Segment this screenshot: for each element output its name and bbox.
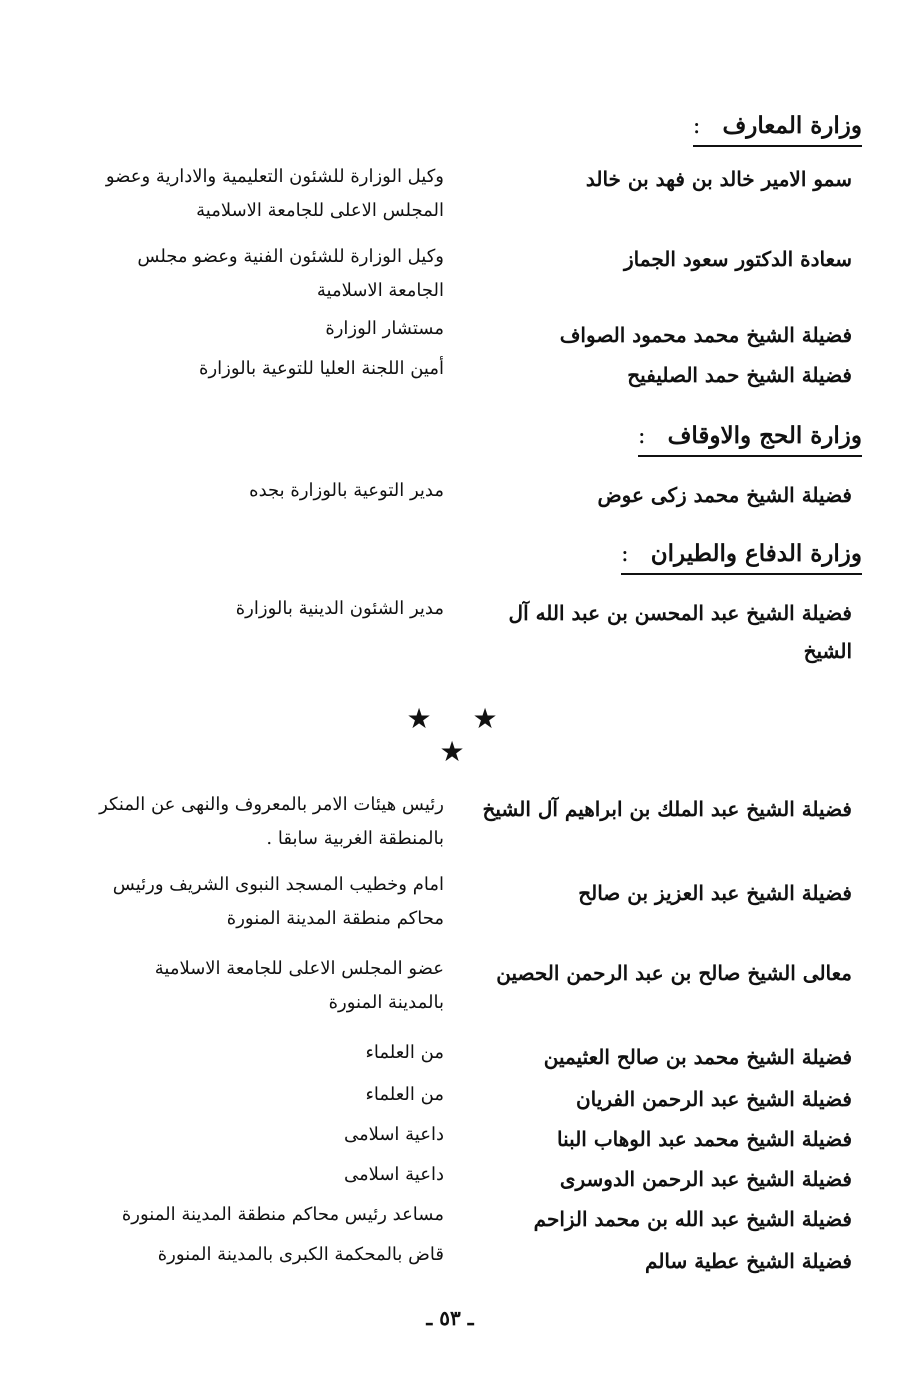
entry-name: فضيلة الشيخ محمد عبد الوهاب البنا bbox=[557, 1127, 852, 1151]
entry-role: من العلماء bbox=[365, 1042, 444, 1063]
entry-name: فضيلة الشيخ محمد زكى عوض bbox=[597, 483, 852, 507]
entry-role: قاض بالمحكمة الكبرى بالمدينة المنورة bbox=[157, 1244, 444, 1265]
entry-name: فضيلة الشيخ عبد الرحمن الفريان bbox=[575, 1087, 852, 1111]
section-heading-hajj bbox=[638, 422, 862, 457]
entry-role: مدير الشئون الدينية بالوزارة bbox=[235, 598, 444, 619]
entry-role: داعية اسلامى bbox=[343, 1164, 444, 1185]
entry-name: فضيلة الشيخ عبد العزيز بن صالح bbox=[578, 881, 852, 905]
entry-name: فضيلة الشيخ عبد المحسن بن عبد الله آل الشيخ bbox=[508, 601, 852, 663]
entry-role: وكيل الوزارة للشئون التعليمية والادارية وعضو المجلس الاعلى للجامعة الاسلامية bbox=[105, 166, 444, 221]
entry-role: امام وخطيب المسجد النبوى الشريف ورئيس محاكم منطقة المدينة المنورة bbox=[112, 874, 444, 929]
page-number: ـ ٥٣ ـ bbox=[426, 1306, 474, 1330]
entry-role: مساعد رئيس محاكم منطقة المدينة المنورة bbox=[121, 1204, 444, 1225]
entry-name: سمو الامير خالد بن فهد بن خالد bbox=[585, 167, 852, 191]
entry-name: فضيلة الشيخ عبد الله بن محمد الزاحم bbox=[533, 1207, 852, 1231]
entry-name: معالى الشيخ صالح بن عبد الرحمن الحصين bbox=[496, 961, 852, 985]
entry-role: مستشار الوزارة bbox=[325, 318, 444, 339]
entry-role: وكيل الوزارة للشئون الفنية وعضو مجلس الجامعة الاسلامية bbox=[137, 246, 444, 301]
section-heading-defense bbox=[621, 540, 862, 575]
entry-name: فضيلة الشيخ عبد الرحمن الدوسرى bbox=[559, 1167, 852, 1191]
heading-colon: : bbox=[692, 113, 701, 139]
entry-role: داعية اسلامى bbox=[343, 1124, 444, 1145]
entry-name: فضيلة الشيخ عطية سالم bbox=[645, 1249, 852, 1273]
entry-name: فضيلة الشيخ عبد الملك بن ابراهيم آل الشيخ bbox=[482, 797, 852, 821]
entry-role: عضو المجلس الاعلى للجامعة الاسلامية بالمدينة المنورة bbox=[154, 958, 444, 1013]
heading-colon: : bbox=[637, 423, 646, 449]
entry-role: مدير التوعية بالوزارة بجده bbox=[249, 480, 444, 501]
entry-name: سعادة الدكتور سعود الجماز bbox=[624, 247, 852, 271]
entry-role: من العلماء bbox=[365, 1084, 444, 1105]
entry-name: فضيلة الشيخ محمد محمود الصواف bbox=[559, 323, 852, 347]
entry-role: أمين اللجنة العليا للتوعية بالوزارة bbox=[199, 358, 444, 379]
heading-title: وزارة الحج والاوقاف bbox=[667, 422, 862, 449]
heading-title: وزارة المعارف bbox=[722, 112, 862, 139]
section-heading-education bbox=[693, 112, 862, 147]
star-separator: ★ ★ ★ bbox=[406, 702, 514, 768]
heading-colon: : bbox=[620, 541, 629, 567]
entry-name: فضيلة الشيخ محمد بن صالح العثيمين bbox=[543, 1045, 852, 1069]
heading-title: وزارة الدفاع والطيران bbox=[650, 540, 862, 567]
entry-role: رئيس هيئات الامر بالمعروف والنهى عن المنكر بالمنطقة الغربية سابقا . bbox=[99, 794, 444, 849]
entry-name: فضيلة الشيخ حمد الصليفيح bbox=[627, 363, 852, 387]
